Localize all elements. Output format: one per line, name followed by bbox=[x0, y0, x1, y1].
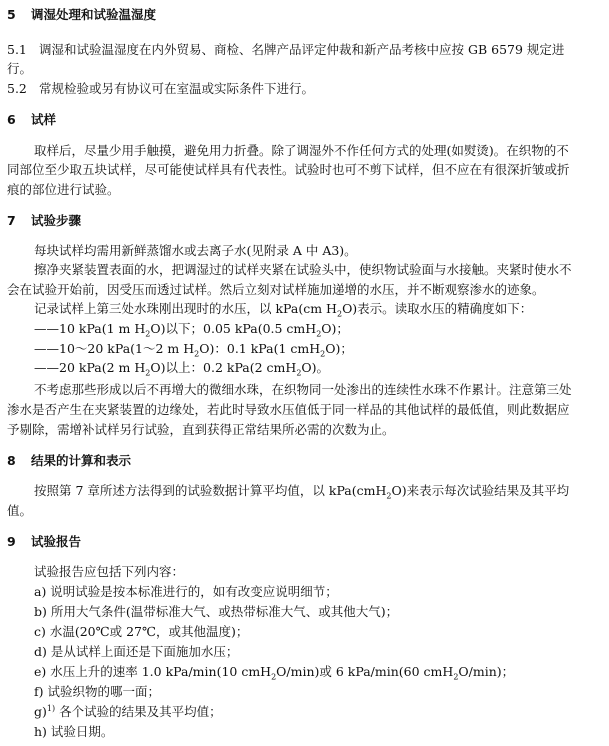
report-item-a: a) 说明试验是按本标准进行的，如有改变应说明细节； bbox=[34, 584, 338, 599]
report-item-f: f) 试验织物的哪一面； bbox=[34, 684, 160, 699]
subscript: 2 bbox=[386, 491, 392, 501]
section-6-heading bbox=[7, 110, 56, 129]
report-item-g bbox=[34, 702, 222, 721]
text: O)：0.1 kPa(1 cmH bbox=[199, 341, 321, 356]
section-title: 试样 bbox=[31, 112, 57, 127]
subscript: 2 bbox=[453, 672, 459, 682]
text: 按照第 7 章所述方法得到的试验数据计算平均值，以 kPa(cmH bbox=[34, 483, 387, 498]
sec7-para-4-line-1: 不考虑那些形成以后不再增大的微细水珠，在织物同一处渗出的连续性水珠不作累计。注意第三处 bbox=[34, 382, 572, 397]
report-item-h: h) 试验日期。 bbox=[34, 724, 114, 739]
section-number: 9 bbox=[7, 534, 16, 549]
text: e) 水压上升的速率 1.0 kPa/min(10 cmH bbox=[34, 664, 272, 679]
section-number: 6 bbox=[7, 112, 16, 127]
section-title: 试验报告 bbox=[31, 534, 82, 549]
text: g) bbox=[34, 704, 47, 719]
precision-item-3 bbox=[34, 358, 329, 377]
section-number: 7 bbox=[7, 213, 16, 228]
clause-text: 调湿和试验温湿度在内外贸易、商检、名牌产品评定仲裁和新产品考核中应按 GB 6579 规定进 bbox=[39, 42, 565, 57]
section-8-heading bbox=[7, 451, 131, 470]
section-9-heading bbox=[7, 532, 81, 551]
section-7-heading bbox=[7, 211, 81, 230]
text: O)以下；0.05 kPa(0.5 cmH bbox=[150, 321, 317, 336]
text: O/min)； bbox=[458, 664, 515, 679]
report-item-c: c) 水温(20℃或 27℃，或其他温度)； bbox=[34, 624, 249, 639]
text: 记录试样上第三处水珠刚出现时的水压，以 kPa(cm H bbox=[34, 301, 337, 316]
text: ——10～20 kPa(1～2 m H bbox=[34, 341, 195, 356]
clause-5-1-continuation: 行。 bbox=[7, 61, 33, 76]
sec7-para-1: 每块试样均需用新鲜蒸馏水或去离子水(见附录 A 中 A3)。 bbox=[34, 243, 357, 258]
section-number: 8 bbox=[7, 453, 16, 468]
text: ——10 kPa(1 m H bbox=[34, 321, 146, 336]
sec8-line-2: 值。 bbox=[7, 503, 33, 518]
text: ——20 kPa(2 m H bbox=[34, 360, 146, 375]
text: O)以上：0.2 kPa(2 cmH bbox=[150, 360, 297, 375]
clause-5-1 bbox=[7, 40, 603, 59]
subscript: 2 bbox=[320, 349, 326, 359]
subscript: 2 bbox=[336, 309, 343, 319]
clause-text: 常规检验或另有协议可在室温或实际条件下进行。 bbox=[39, 81, 315, 96]
text: O)。 bbox=[301, 360, 330, 375]
text: O)表示。读取水压的精确度如下： bbox=[342, 301, 533, 316]
sec8-line-1 bbox=[34, 481, 603, 500]
subscript: 2 bbox=[296, 368, 302, 378]
sec7-para-4-line-2: 渗水是否产生在夹紧装置的边缘处，若此时导致水压值低于同一样品的其他试样的最低值，则此数据应 bbox=[7, 402, 570, 417]
report-item-d: d) 是从试样上面还是下面施加水压； bbox=[34, 644, 239, 659]
subscript: 2 bbox=[145, 368, 151, 378]
report-item-e bbox=[34, 662, 514, 681]
sec6-line-1: 取样后，尽量少用手触摸，避免用力折叠。除了调湿外不作任何方式的处理(如熨烫)。在织物的不 bbox=[34, 143, 569, 158]
section-title: 调湿处理和试验温湿度 bbox=[31, 7, 157, 22]
text: 各个试验的结果及其平均值； bbox=[55, 704, 222, 719]
clause-number: 5.2 bbox=[7, 81, 27, 96]
sec6-line-3: 痕的部位进行试验。 bbox=[7, 182, 120, 197]
sec7-para-4-line-3: 予剔除，需增补试样另行试验，直到获得正常结果所必需的次数为止。 bbox=[7, 422, 395, 437]
subscript: 2 bbox=[271, 672, 277, 682]
precision-item-1 bbox=[34, 319, 349, 338]
subscript: 2 bbox=[194, 349, 200, 359]
subscript: 2 bbox=[145, 329, 151, 339]
section-number: 5 bbox=[7, 7, 16, 22]
sec7-para-2-line-1: 擦净夹紧装置表面的水，把调湿过的试样夹紧在试验头中，使织物试验面与水接触。夹紧时使水不 bbox=[34, 262, 572, 277]
clause-number: 5.1 bbox=[7, 42, 27, 57]
footnote-marker: 1) bbox=[46, 703, 56, 713]
subscript: 2 bbox=[316, 329, 322, 339]
text: O)来表示每次试验结果及其平均 bbox=[391, 483, 570, 498]
section-title: 结果的计算和表示 bbox=[31, 453, 132, 468]
text: O/min)或 6 kPa/min(60 cmH bbox=[276, 664, 454, 679]
text: O)； bbox=[325, 341, 353, 356]
clause-5-2 bbox=[7, 79, 603, 98]
section-title: 试验步骤 bbox=[31, 213, 82, 228]
report-intro: 试验报告应包括下列内容： bbox=[34, 564, 185, 579]
section-5-heading bbox=[7, 5, 156, 24]
sec7-para-2-line-2: 会在试验开始前，因受压而透过试样。然后立刻对试样施加递增的水压，并不断观察渗水的迹象。 bbox=[7, 282, 545, 297]
report-item-b: b) 所用大气条件(温带标准大气、或热带标准大气、或其他大气)； bbox=[34, 604, 399, 619]
sec6-line-2: 同部位至少取五块试样，尽可能使试样具有代表性。试验时也可不剪下试样，但不应在有很深折皱或折 bbox=[7, 162, 570, 177]
text: O)； bbox=[321, 321, 349, 336]
sec7-para-3 bbox=[34, 299, 603, 318]
precision-item-2 bbox=[34, 339, 353, 358]
